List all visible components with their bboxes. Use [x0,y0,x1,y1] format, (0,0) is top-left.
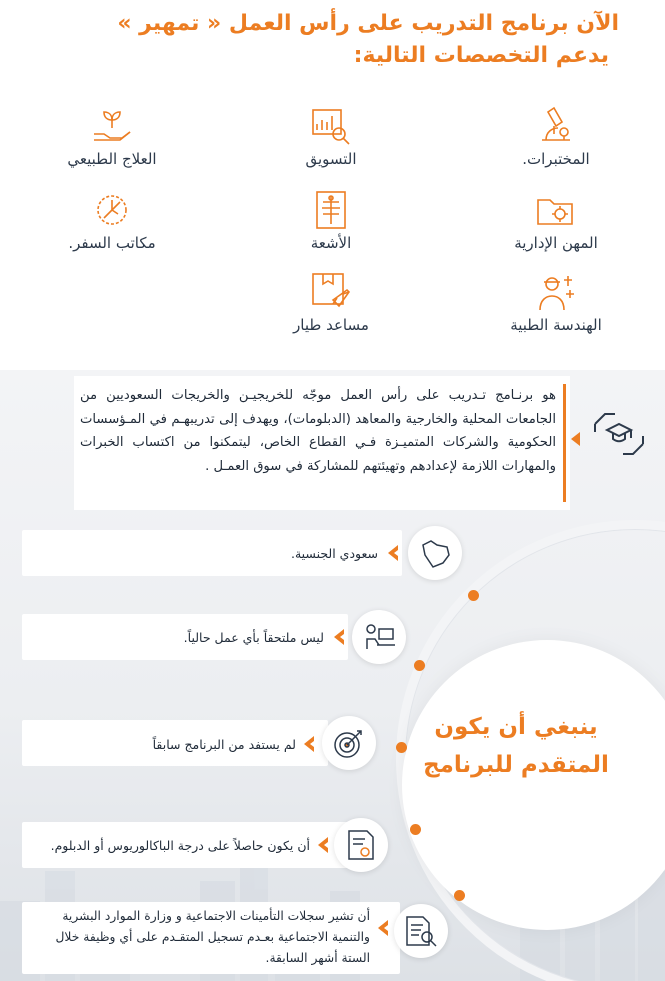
ring-dot [414,660,425,671]
target-arrow-icon [331,725,367,761]
ring-dot [396,742,407,753]
specialty-administrative [466,188,646,252]
requirement-icon-circle [322,716,376,770]
title-line-1: الآن برنامج التدريب على رأس العمل « تمهير » [117,11,619,36]
page-title [19,8,619,72]
person-desk-icon [361,619,397,655]
requirement-icon-circle [352,610,406,664]
requirements-heading-line-1: ينبغي أن يكون [434,714,598,740]
specialty-radiology [241,188,421,252]
specialty-label: الهندسة الطبية [510,316,602,334]
accent-bar [563,384,566,502]
pointer-arrow [571,432,580,446]
xray-icon [309,188,353,232]
certificate-icon [343,827,379,863]
specialty-label: المهن الإدارية [514,234,598,252]
globe-clock-icon [90,188,134,232]
specialty-label: مساعد طيار [293,316,369,334]
chevron-left-icon [314,835,334,855]
hand-plant-icon [90,104,134,148]
ring-dot [468,590,479,601]
specialty-travel-agencies [22,188,202,252]
marketing-chart-icon [309,104,353,148]
program-description-card [74,376,570,510]
requirements-heading-line-2: المتقدم للبرنامج [423,752,609,778]
folder-gear-icon [534,188,578,232]
chevron-left-icon [330,627,350,647]
specialty-label: مكاتب السفر. [68,234,156,252]
ring-dot [454,890,465,901]
title-line-2: يدعم التخصصات التالية: [353,43,609,68]
microscope-icon [534,104,578,148]
requirement-text: أن تشير سجلات التأمينات الاجتماعية و وزارة الموارد البشرية والتنمية الاجتماعية بعـدم تسجيل المتقـدم على أي وظيفة خلال الستة أشهر السابقة. [55,909,370,965]
specialty-co-pilot [241,270,421,334]
specialty-label: الأشعة [310,234,352,252]
requirement-icon-circle [334,818,388,872]
specialty-label: المختبرات. [522,150,590,168]
requirement-text: لم يستفد من البرنامج سابقاً [152,737,296,752]
specialty-label: التسويق [305,150,357,168]
requirement-text: ليس ملتحقاً بأي عمل حالياً. [183,630,324,645]
requirement-text: سعودي الجنسية. [290,546,378,561]
specialty-marketing [241,104,421,168]
requirement-icon-circle [408,526,462,580]
handshake-graduation-icon [591,404,647,464]
engineer-circuit-icon [534,270,578,314]
specialty-laboratories [466,104,646,168]
specialty-label: العلاج الطبيعي [67,150,157,168]
saudi-map-icon [417,535,453,571]
chevron-left-icon [374,918,394,938]
airplane-box-icon [309,270,353,314]
requirement-text: أن يكون حاصلاً على درجة الباكالوريوس أو الدبلوم. [50,838,310,853]
program-description-text: هو برنـامج تـدريب على رأس العمل موجّه للخريجيـن والخريجات السعوديين من الجامعات المحلية والخارجية والمعاهد (الدبلومات)، ويهدف إلى تدريبهـم في المـؤسسات الحكومية والشركات المتميـزة فـي القطاع الخاص، ليتمكنوا من اكتساب الخبرات والمهارات اللازمة لإعدادهم وتهيئتهم للمشاركة في سوق العمـل . [80,388,556,474]
requirements-heading [411,708,621,784]
specialty-medical-engineering [466,270,646,334]
specialty-physiotherapy [22,104,202,168]
ring-dot [410,824,421,835]
document-search-icon [403,913,439,949]
chevron-left-icon [384,543,404,563]
requirement-icon-circle [394,904,448,958]
chevron-left-icon [300,734,320,754]
